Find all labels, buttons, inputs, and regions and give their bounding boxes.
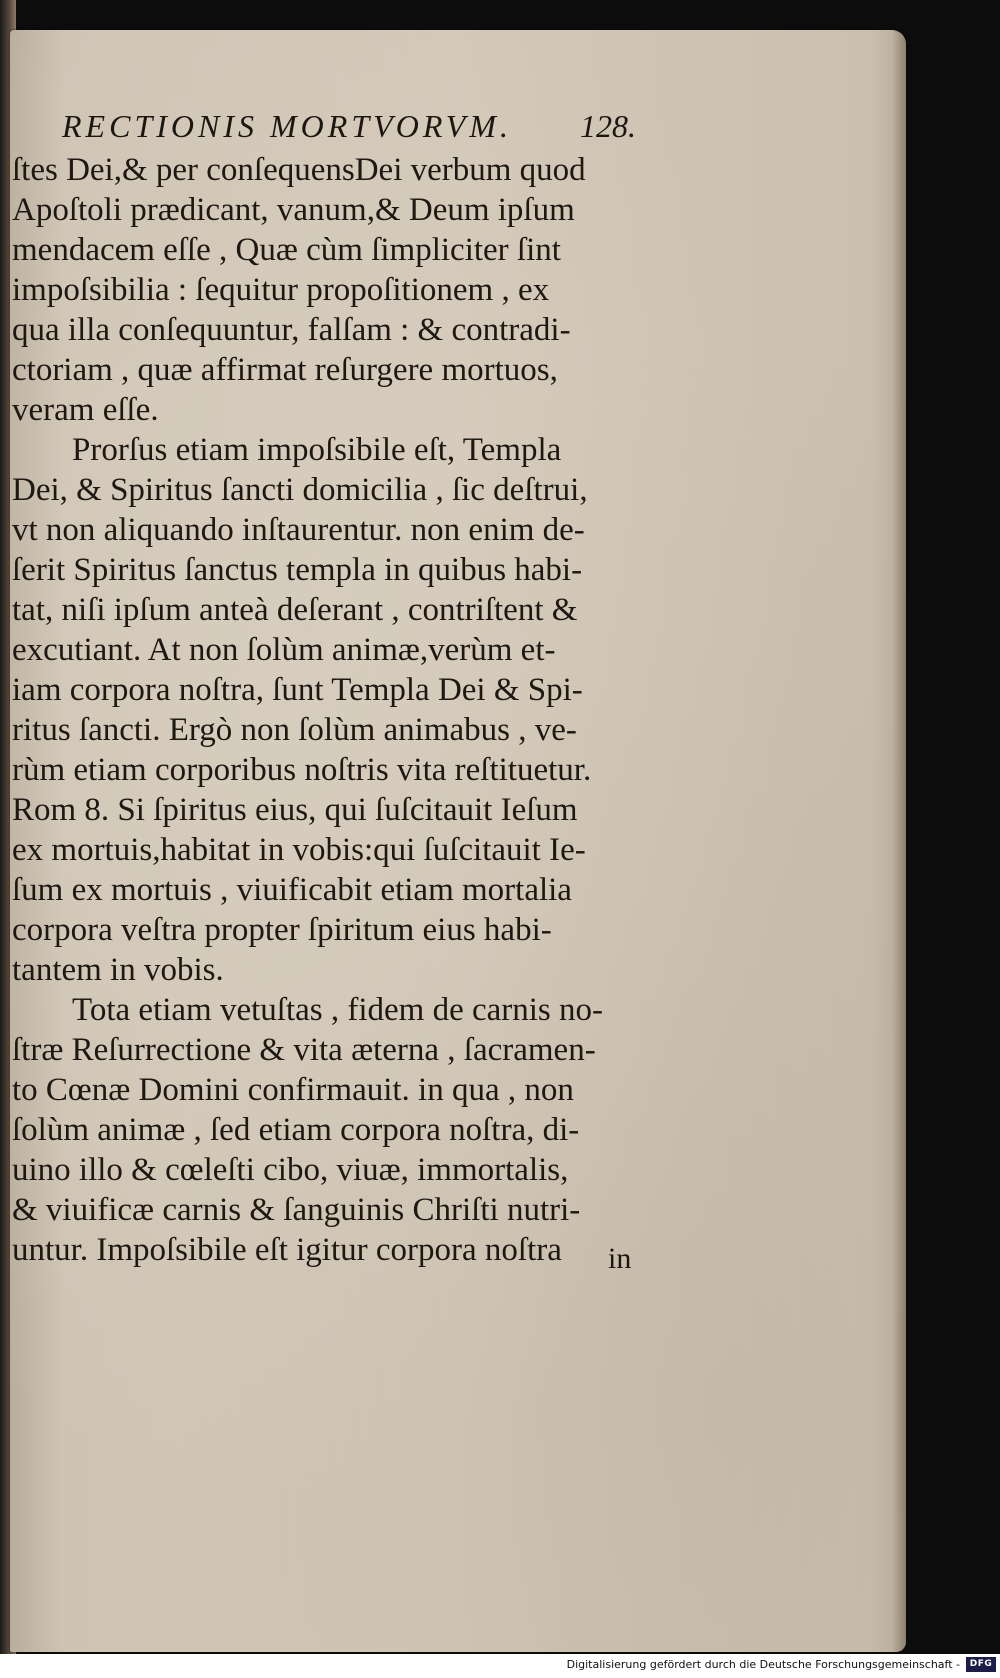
text-line: ſum ex mortuis , viuificabit etiam mortalia bbox=[12, 872, 572, 908]
text-line: qua illa conſequuntur, falſam : & contradi- bbox=[12, 312, 571, 348]
page-number: 128. bbox=[580, 108, 636, 144]
text-line: mendacem eſſe , Quæ cùm ſimpliciter ſint bbox=[12, 232, 561, 268]
text-line: ſerit Spiritus ſanctus templa in quibus habi- bbox=[12, 552, 583, 588]
text-line: rùm etiam corporibus noſtris vita reſtituetur. bbox=[12, 752, 592, 788]
text-line: ex mortuis,habitat in vobis:qui ſuſcitauit Ie- bbox=[12, 832, 586, 868]
text-line: Prorſus etiam impoſsibile eſt, Templa bbox=[72, 432, 562, 468]
text-line: ſtræ Reſurrectione & vita æterna , ſacramen- bbox=[12, 1032, 596, 1068]
page-edge-shadow bbox=[892, 30, 906, 1652]
text-line: Rom 8. Si ſpiritus eius, qui ſuſcitauit Ieſum bbox=[12, 792, 578, 828]
text-line: ſolùm animæ , ſed etiam corpora noſtra, di- bbox=[12, 1112, 580, 1148]
running-head: RECTIONIS MORTVORVM. bbox=[62, 108, 512, 144]
text-line: & viuificæ carnis & ſanguinis Chriſti nutri- bbox=[12, 1192, 581, 1228]
text-line: veram eſſe. bbox=[12, 392, 159, 428]
text-line: ritus ſancti. Ergò non ſolùm animabus , ve- bbox=[12, 712, 577, 748]
book-page bbox=[10, 30, 906, 1652]
catchword: in bbox=[608, 1242, 632, 1275]
text-line: Apoſtoli prædicant, vanum,& Deum ipſum bbox=[12, 192, 575, 228]
footer-credit-bar bbox=[0, 1654, 1000, 1678]
text-line: tantem in vobis. bbox=[12, 952, 224, 988]
text-line: untur. Impoſsibile eſt igitur corpora noſtra bbox=[12, 1232, 562, 1268]
text-line: to Cœnæ Domini confirmauit. in qua , non bbox=[12, 1072, 574, 1108]
text-line: excutiant. At non ſolùm animæ,verùm et- bbox=[12, 632, 556, 668]
dfg-logo-icon: DFG bbox=[966, 1657, 996, 1672]
text-line: impoſsibilia : ſequitur propoſitionem , ex bbox=[12, 272, 550, 308]
text-line: Tota etiam vetuſtas , fidem de carnis no- bbox=[72, 992, 604, 1028]
text-line: ctoriam , quæ affirmat reſurgere mortuos, bbox=[12, 352, 558, 388]
text-line: iam corpora noſtra, ſunt Templa Dei & Spi- bbox=[12, 672, 583, 708]
text-line: vt non aliquando inſtaurentur. non enim de- bbox=[12, 512, 585, 548]
funding-credit: Digitalisierung gefördert durch die Deutsche Forschungsgemeinschaft - bbox=[566, 1658, 960, 1671]
text-line: corpora veſtra propter ſpiritum eius habi- bbox=[12, 912, 552, 948]
text-line: tat, niſi ipſum anteà deſerant , contriſtent & bbox=[12, 592, 578, 628]
text-line: ſtes Dei,& per conſequensDei verbum quod bbox=[12, 152, 586, 188]
text-line: uino illo & cœleſti cibo, viuæ, immortalis, bbox=[12, 1152, 569, 1188]
text-line: Dei, & Spiritus ſancti domicilia , ſic deſtrui, bbox=[12, 472, 588, 508]
